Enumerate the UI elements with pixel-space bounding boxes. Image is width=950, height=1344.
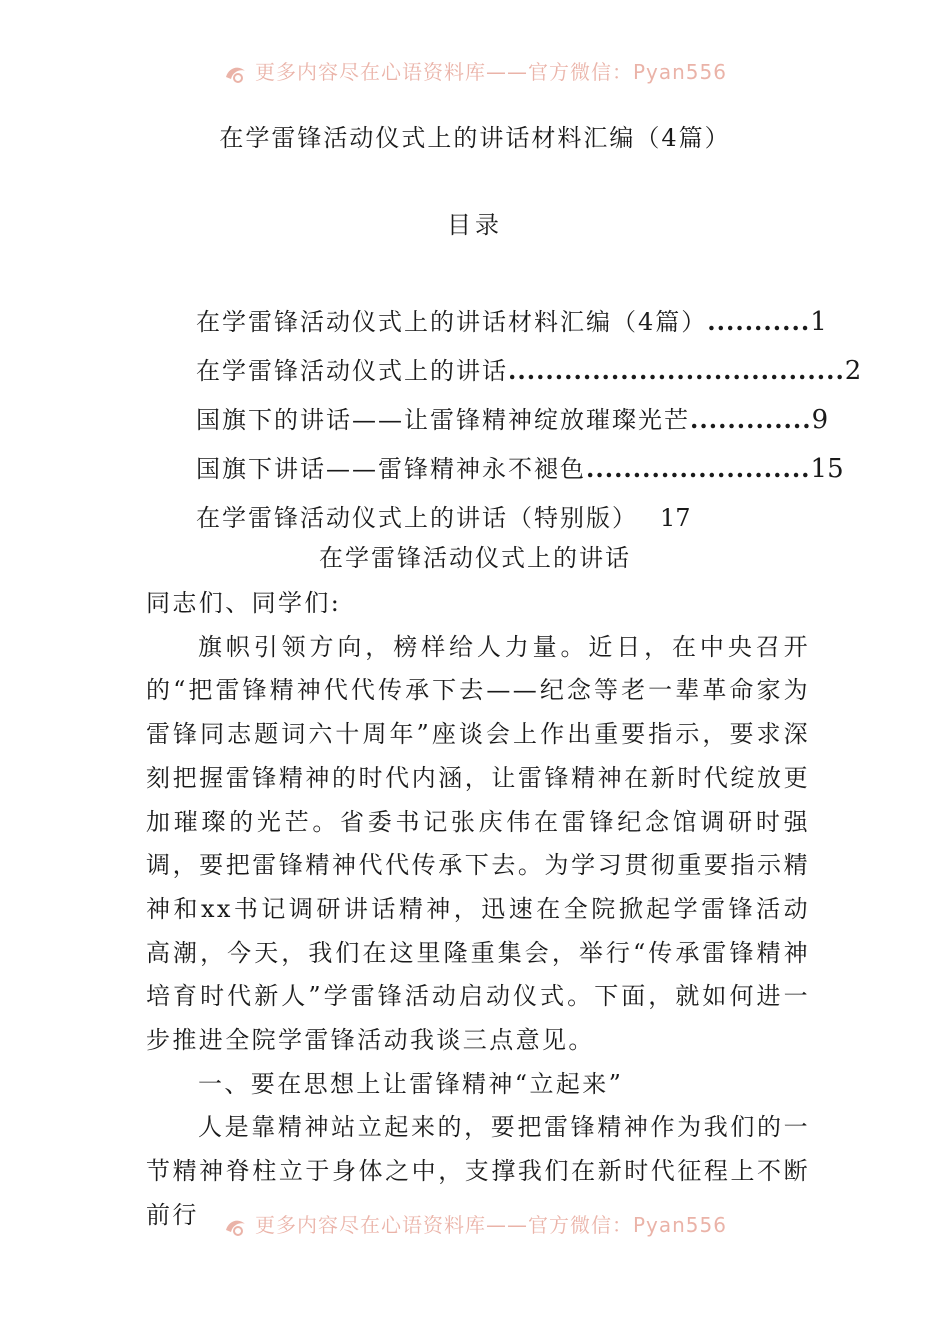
toc-leader-dots: ........... (707, 307, 811, 336)
salutation: 同志们、同学们: (146, 589, 342, 617)
section-title: 在学雷锋活动仪式上的讲话 (319, 544, 631, 572)
toc-entry[interactable] (196, 351, 862, 400)
subheading: 一、要在思想上让雷锋精神“立起来” (198, 1069, 624, 1098)
toc-entry-label: 国旗下讲话——雷锋精神永不褪色 (196, 455, 586, 483)
toc-entry-label: 在学雷锋活动仪式上的讲话材料汇编（4篇） (196, 308, 708, 336)
document-title: 在学雷锋活动仪式上的讲话材料汇编（4篇） (219, 124, 731, 152)
toc-entry-page: 1 (810, 307, 827, 337)
toc-entry[interactable] (196, 400, 829, 449)
toc-leader-dots: .................................... (508, 356, 845, 385)
watermark-text: 更多内容尽在心语资料库——官方微信：Pyan556 (254, 1213, 727, 1237)
watermark-logo-icon (223, 63, 249, 85)
body-paragraph: 旗帜引领方向，榜样给人力量。近日，在中央召开的“把雷锋精神代代传承下去——纪念等老一辈革命家为雷锋同志题词六十周年”座谈会上作出重要指示，要求深刻把握雷锋精神的时代内涵，让雷锋精神在新时代绽放更加璀璨的光芒。省委书记张庆伟在雷锋纪念馆调研时强调，要把雷锋精神代代传承下去。为学习贯彻重要指示精神和xx书记调研讲话精神，迅速在全院掀起学雷锋活动高潮，今天，我们在这里隆重集会，举行“传承雷锋精神培育时代新人”学雷锋活动启动仪式。下面，就如何进一步推进全院学雷锋活动我谈三点意见。 (146, 632, 810, 1055)
toc-leader-dots: ............. (690, 405, 812, 434)
watermark-footer (0, 1209, 950, 1238)
body-paragraph: 人是靠精神站立起来的，要把雷锋精神作为我们的一节精神脊柱立于身体之中，支撑我们在新时代征程上不断前行 (146, 1113, 810, 1229)
toc-entry[interactable] (196, 449, 844, 498)
toc-entry-page: 9 (811, 405, 829, 435)
toc-entry-label: 国旗下的讲话——让雷锋精神绽放璀璨光芒 (196, 406, 690, 434)
watermark-logo-icon (223, 1216, 249, 1238)
toc-entry-page: 15 (810, 454, 844, 484)
watermark-header (0, 56, 950, 85)
toc-entry-label: 在学雷锋活动仪式上的讲话（特别版） (196, 504, 638, 532)
table-of-contents (196, 302, 862, 544)
toc-entry-page: 17 (660, 504, 691, 532)
toc-heading: 目录 (447, 211, 503, 239)
toc-entry[interactable] (196, 302, 827, 351)
speech-body (146, 582, 810, 1238)
toc-leader-dots: ........................ (586, 454, 811, 483)
toc-entry-page: 2 (844, 356, 862, 386)
toc-entry-label: 在学雷锋活动仪式上的讲话 (196, 357, 508, 385)
watermark-text: 更多内容尽在心语资料库——官方微信：Pyan556 (254, 60, 727, 84)
